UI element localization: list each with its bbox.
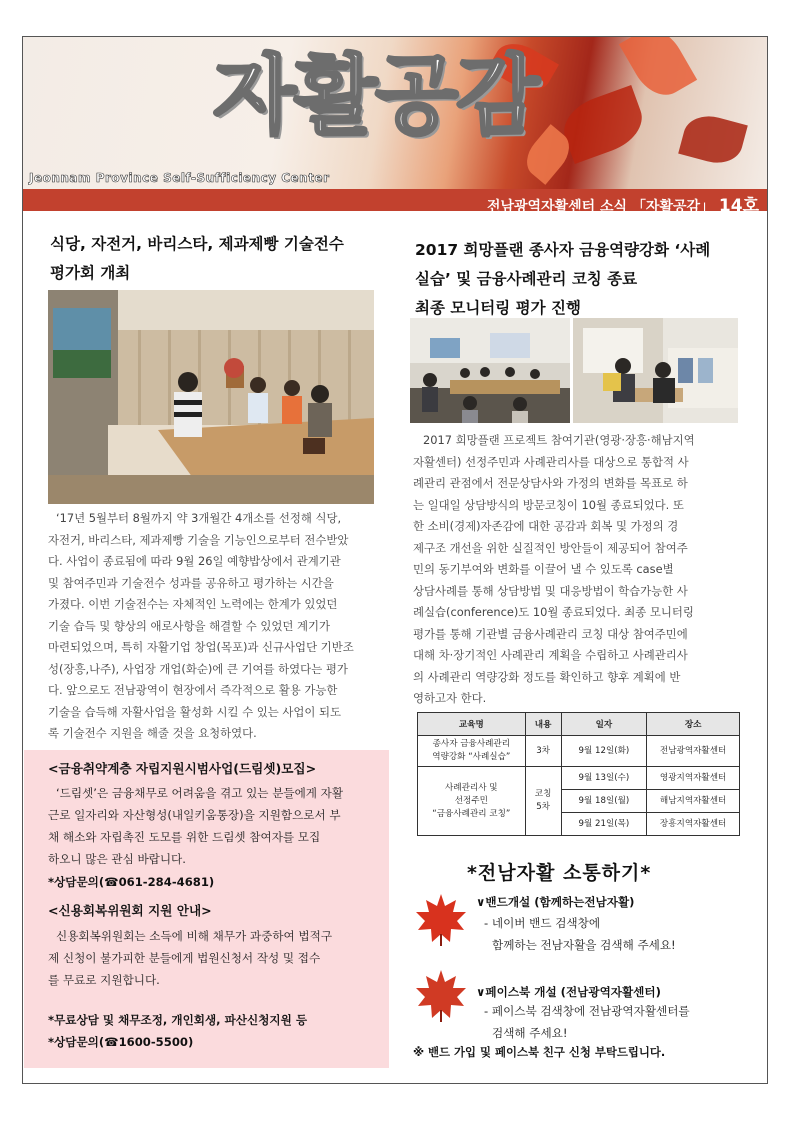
body-line: 2017 희망플랜 프로젝트 참여기관(영광·장흥·해남지역 [423,433,695,447]
band-heading: ∨밴드개설 (함께하는전남자활) [476,895,635,909]
cell-line: 코칭 [534,789,552,799]
body-line: 자전거, 바리스타, 제과제빵 기술을 기능인으로부터 전수받았 [48,532,349,547]
cell-line: 선정주민 [454,795,488,806]
table-header: 일자 [561,713,647,736]
facebook-heading: ∨페이스북 개설 (전남광역자활센터) [476,985,661,999]
seminar-photo-illustration [410,318,570,423]
notice-line: ‘드림셋’은 금융채무로 어려움을 겪고 있는 분들에게 자활 [56,786,344,800]
notice-line: 제 신청이 불가피한 분들에게 법원신청서 작성 및 접수 [48,951,321,965]
notice-line: 하오니 많은 관심 바랍니다. [48,852,186,866]
maple-leaf-decoration [678,110,748,169]
left-title-line: 식당, 자전거, 바리스타, 제과제빵 기술전수 [50,235,344,253]
masthead-banner [23,37,767,189]
left-title-line: 평가회 개최 [50,264,131,282]
credit-recovery-text [48,925,382,991]
right-title-line: 최종 모니터링 평가 진행 [415,299,581,317]
masthead-title: 자활공감 [213,46,538,146]
table-cell-date: 9월 12일(화) [561,736,647,767]
body-line: 다. 앞으로도 전남광역이 현장에서 즉각적으로 활용 가능한 [48,683,338,697]
issue-number: 14호 [718,196,759,216]
right-title-line: 2017 희망플랜 종사자 금융역량강화 ‘사례 [415,241,711,259]
table-cell-date: 9월 13일(수) [561,767,647,790]
dreamset-heading: <금융취약계층 자립지원시범사업(드림셋)모집> [48,761,317,776]
body-line: 의 사례관리 역량강화 정도를 확인하고 향후 계획에 반 [413,669,681,684]
band-text [484,912,676,956]
body-line: 례관리 관점에서 전문상담사와 가정의 변화를 목표로 하 [413,476,688,490]
sns-title: *전남자활 소통하기* [467,862,652,884]
body-line: ‘17년 5월부터 8월까지 약 3개월간 4개소를 선정해 식당, [56,511,342,525]
table-cell-place: 해남지역자활센터 [647,790,740,813]
table-cell-place: 장흥지역자활센터 [647,813,740,836]
notice-line: 신용회복위원회는 소득에 비해 채무가 과중하여 법적구 [56,929,333,943]
schedule-table [417,712,740,836]
table-cell-date: 9월 18일(월) [561,790,647,813]
body-line: 제구조 개선을 위한 실질적인 방안들이 제공되어 참여주 [413,540,688,555]
notice-line: 채 해소와 자립촉진 도모를 위한 드림셋 참여자를 모집 [48,830,321,844]
table-header: 교육명 [418,713,526,736]
right-article-title [415,236,710,323]
body-line: 다. 사업이 종료됨에 따라 9월 26일 예향밥상에서 관계기관 [48,554,341,568]
cell-line: 사례관리사 및 [445,782,498,793]
table-row [418,736,740,767]
body-line: 마련되었으며, 특히 자활기업 창업(목포)과 신규사업단 기반조 [48,640,354,654]
table-cell-place: 전남광역자활센터 [647,736,740,767]
body-line: 록 기술전수 지원을 해줄 것을 요청하였다. [48,726,257,740]
table-cell-name [418,767,526,836]
facebook-line: 검색해 주세요! [492,1026,568,1040]
table-cell-date: 9월 21일(목) [561,813,647,836]
body-line: 가졌다. 이번 기술전수는 자체적인 노력에는 한계가 있었던 [48,597,338,611]
table-cell-content [525,767,561,836]
meeting-photo-illustration [48,290,374,504]
left-article-body [48,508,378,745]
cell-line: 5차 [536,802,550,812]
band-line: - 네이버 밴드 검색창에 [484,916,601,930]
cell-line: 종사자 금융사례관리 [432,739,511,749]
notice-line: 근로 일자리와 자산형성(내일키움통장)을 지원함으로서 부 [48,808,341,822]
body-line: 평가를 통해 기관별 금융사례관리 코칭 대상 참여주민에 [413,626,688,641]
table-header: 장소 [647,713,740,736]
dreamset-text [48,782,382,870]
left-article-title [50,230,344,288]
cell-line: “금융사례관리 코칭” [432,808,511,819]
sns-note: ※ 밴드 가입 및 페이스북 친구 신청 부탁드립니다. [413,1045,666,1059]
body-line: 영하고자 한다. [413,691,487,705]
maple-leaf-icon [412,890,470,948]
body-line: 한 소비(경제)자존감에 대한 공감과 회복 및 가정의 경 [413,519,679,533]
table-header: 내용 [525,713,561,736]
right-title-line: 실습’ 및 금융사례관리 코칭 종료 [415,270,638,288]
body-line: 상담사례를 통해 상담방법 및 대응방법이 학습가능한 사 [413,583,688,598]
body-line: 성(장흥,나주), 사업장 개업(화순)에 큰 기여를 하였다는 평가 [48,661,348,676]
table-row [418,767,740,790]
body-line: 민의 동기부여와 변화를 이끌어 낼 수 있도록 case별 [413,562,674,576]
dreamset-contact: *상담문의(☎061-284-4681) [48,875,215,889]
maple-leaf-decoration [556,85,650,164]
table-cell-place: 영광지역자활센터 [647,767,740,790]
body-line: 자활센터) 선정주민과 사례관리사를 대상으로 통합적 사 [413,454,689,469]
maple-leaf-icon [412,966,470,1024]
masthead-subtitle: Jeonnam Province Self-Sufficiency Center [29,171,330,185]
right-article-photo-1 [410,318,570,423]
body-line: 기술 습득 및 향상의 애로사항을 해결할 수 있었던 계기가 [48,618,331,633]
credit-recovery-contact: *상담문의(☎1600-5500) [48,1035,194,1049]
facebook-line: - 페이스북 검색창에 전남광역자활센터를 [484,1004,690,1018]
body-line: 대해 차·장기적인 사례관리 계획을 수립하고 사례관리사 [413,648,688,662]
facebook-text [484,1000,690,1044]
notice-line: 를 무료로 지원합니다. [48,973,160,987]
credit-recovery-heading: <신용회복위원회 지원 안내> [48,903,212,918]
table-header-row [418,713,740,736]
table-cell-name [418,736,526,767]
issue-label [487,191,759,216]
body-line: 및 참여주민과 기술전수 성과를 공유하고 평가하는 시간을 [48,575,334,590]
cell-line: 역량강화 “사례실습” [432,752,511,762]
band-line: 함께하는 전남자활을 검색해 주세요! [492,938,676,952]
body-line: 례실습(conference)도 10월 종료되었다. 최종 모니터링 [413,605,694,619]
right-article-body [413,430,743,710]
right-article-photo-2 [573,318,738,423]
body-line: 기술을 습득해 자활사업을 활성화 시킬 수 있는 사업이 되도 [48,704,342,719]
credit-recovery-services: *무료상담 및 채무조정, 개인회생, 파산신청지원 등 [48,1013,308,1027]
left-article-photo [48,290,374,504]
table-cell-content: 3차 [525,736,561,767]
body-line: 는 일대일 상담방식의 방문코칭이 10월 종료되었다. 또 [413,497,684,512]
issue-prefix: 전남광역자활센터 소식 「자활공감」 [486,199,715,215]
coaching-photo-illustration [573,318,738,423]
